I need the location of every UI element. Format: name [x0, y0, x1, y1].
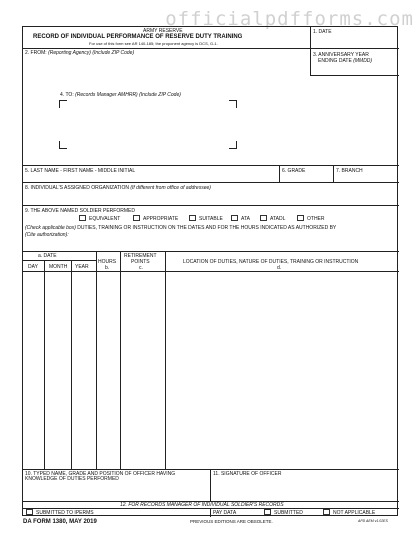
points-column-cell[interactable]: [121, 272, 164, 468]
branch-label: 7. BRANCH: [336, 168, 363, 174]
hours-column-cell[interactable]: [97, 272, 119, 468]
location-sub: d.: [277, 265, 282, 271]
form-subtitle: For use of this form see AR 140-185; the proponent agency is DCS, G-1.: [89, 41, 218, 46]
submitted-iperms-checkbox[interactable]: [26, 509, 33, 515]
date-field[interactable]: [311, 30, 398, 48]
appropriate-label: APPROPRIATE: [143, 216, 179, 222]
day-column-cell[interactable]: [24, 272, 43, 468]
suitable-checkbox[interactable]: [189, 215, 196, 221]
typed-name-label-2: KNOWLEDGE OF DUTIES PERFORMED: [25, 476, 119, 482]
performed-label: 9. THE ABOVE NAMED SOLDIER PERFORMED: [25, 208, 135, 214]
location-header: LOCATION OF DUTIES, NATURE OF DUTIES, TRAINING OR INSTRUCTION: [183, 259, 359, 265]
ata-label: ATA: [241, 216, 250, 222]
watermark: officialpdfforms.com: [165, 8, 414, 30]
atadl-label: ATADL: [270, 216, 286, 222]
points-header: POINTS: [131, 259, 150, 265]
anniversary-label-2: ENDING DATE (MMDD): [318, 58, 373, 64]
check-instructions: (Check applicable box) DUTIES, TRAINING OR INSTRUCTION ON THE DATES AND FOR THE HOURS INDICATED AS AUTHORIZED BY: [25, 225, 337, 231]
ata-checkbox[interactable]: [231, 215, 238, 221]
month-column-cell[interactable]: [45, 272, 70, 468]
suitable-label: SUITABLE: [199, 216, 223, 222]
submitted-iperms-label: SUBMITTED TO IPERMS: [36, 510, 94, 516]
editions-note: PREVIOUS EDITIONS ARE OBSOLETE.: [190, 519, 273, 524]
org-field[interactable]: [24, 191, 398, 204]
form-id: DA FORM 1380, MAY 2019: [23, 519, 97, 525]
date-label: 1. DATE: [313, 29, 332, 35]
from-field[interactable]: [24, 56, 309, 74]
typed-name-label: 10. TYPED NAME, GRADE AND POSITION OF OFFICER HAVING: [25, 471, 176, 477]
submitted-checkbox[interactable]: [264, 509, 271, 515]
appropriate-checkbox[interactable]: [133, 215, 140, 221]
submitted-label: SUBMITTED: [274, 510, 303, 516]
version-label: APD AEM v1.02ES: [358, 519, 388, 523]
atadl-checkbox[interactable]: [260, 215, 267, 221]
typed-name-field[interactable]: [24, 482, 208, 500]
da-form-1380: [22, 26, 398, 516]
retirement-header: RETIREMENT: [124, 253, 157, 259]
not-applicable-checkbox[interactable]: [323, 509, 330, 515]
name-label: 5. LAST NAME - FIRST NAME - MIDDLE INITIAL: [25, 168, 136, 174]
to-label: 4. TO: (Records Manager AMHRR) (Include ZIP Code): [60, 92, 181, 98]
year-header: YEAR: [75, 264, 89, 270]
location-column-cell[interactable]: [166, 272, 398, 468]
grade-field[interactable]: [280, 174, 332, 181]
month-header: MONTH: [49, 264, 68, 270]
authorization-field[interactable]: [83, 231, 397, 249]
name-field[interactable]: [24, 174, 278, 181]
records-label: 12. FOR RECORDS MANAGER OF INDIVIDUAL SOLDIER'S RECORDS: [120, 502, 284, 508]
branch-field[interactable]: [334, 174, 398, 181]
points-sub: c.: [139, 265, 143, 271]
signature-field[interactable]: [211, 477, 398, 500]
org-label: 8. INDIVIDUAL'S ASSIGNED ORGANIZATION (If different from office of addressee): [25, 185, 211, 191]
grade-label: 6. GRADE: [282, 168, 306, 174]
pay-data-label: PAY DATA: [213, 510, 237, 516]
equivalent-label: EQUIVALENT: [89, 216, 121, 222]
agency-label: ARMY RESERVE: [143, 28, 183, 34]
date-group-header: a. DATE: [38, 253, 57, 259]
cite-label: (Cite authorization):: [25, 232, 69, 238]
year-column-cell[interactable]: [72, 272, 95, 468]
form-title: RECORD OF INDIVIDUAL PERFORMANCE OF RESERVE DUTY TRAINING: [33, 34, 243, 40]
hours-sub: b.: [105, 265, 110, 271]
signature-label: 11. SIGNATURE OF OFFICER: [213, 471, 282, 477]
not-applicable-label: NOT APPLICABLE: [333, 510, 376, 516]
to-field[interactable]: [61, 102, 237, 148]
hours-header: HOURS: [98, 259, 117, 265]
from-label: 2. FROM: (Reporting Agency) (Include ZIP Code): [25, 50, 135, 56]
other-checkbox[interactable]: [297, 215, 304, 221]
anniversary-label: 3. ANNIVERSARY YEAR: [313, 52, 369, 58]
day-header: DAY: [28, 264, 38, 270]
other-label: OTHER: [307, 216, 325, 222]
equivalent-checkbox[interactable]: [79, 215, 86, 221]
